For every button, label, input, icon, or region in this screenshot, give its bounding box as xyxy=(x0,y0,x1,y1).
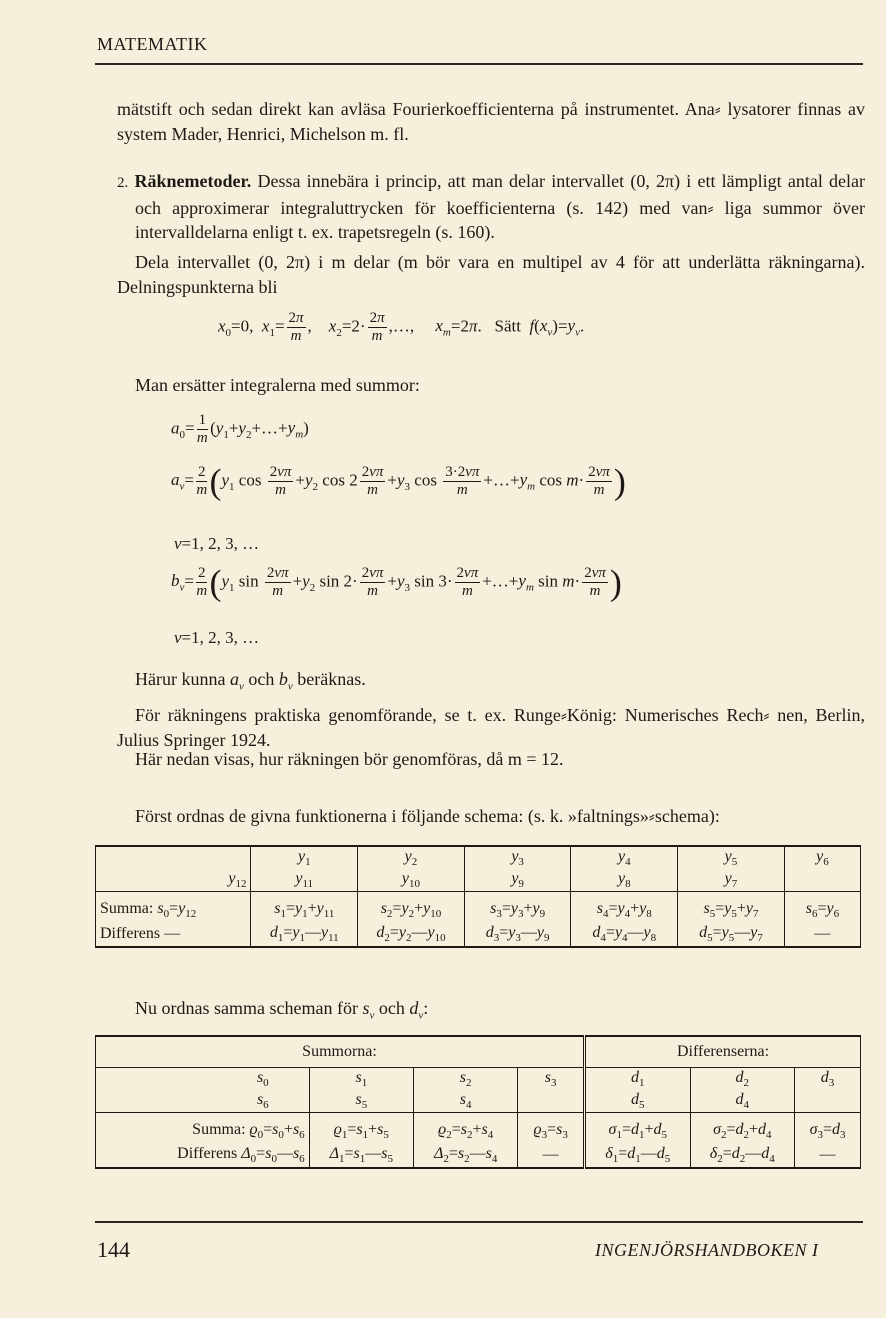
paragraph-harur: Härur kunna $a_\nu$ och $b_\nu$ beräknas. xyxy=(135,669,366,693)
table-row: $y_1$ $y_2$ $y_3$ $y_4$ $y_5$ $y_6$ xyxy=(96,846,861,869)
paragraph-intro: mätstift och sedan direkt kan avläsa Fourierkoefficienterna på instrumentet. Ana⸗ lysatorer finnas av system Mader, Henrici, Michelson m. fl. xyxy=(117,99,865,144)
paragraph-reference: För räkningens praktiska genomförande, se t. ex. Runge⸗König: Numerisches Rech⸗ nen, Berlin, Julius Springer 1924. xyxy=(117,705,865,750)
paragraph-dela: Dela intervallet (0, 2π) i m delar (m bör vara en multipel av 4 för att underlätta räkningarna). Delningspunkterna bli xyxy=(117,252,865,297)
paragraph-rakmetoder xyxy=(117,169,865,245)
paragraph-sv-dv: Nu ordnas samma scheman för $s_\nu$ och $d_\nu$: xyxy=(135,998,429,1022)
paragraph-schema: Först ordnas de givna funktionerna i följande schema: (s. k. »faltnings»⸗schema): xyxy=(135,806,720,826)
table-row: Summa: $s_0=y_{12}$ $s_1=y_1+y_{11}$ $s_2=y_2+y_{10}$ $s_3=y_3+y_9$ $s_4=y_4+y_8$ $s_5=y_5+y_7$ $s_6=y_6$ xyxy=(96,892,861,923)
summa-label-2: Summa: xyxy=(192,1120,246,1138)
paragraph-summor: Man ersätter integralerna med summor: xyxy=(135,375,420,395)
running-header: MATEMATIK xyxy=(97,34,208,54)
sv-dv-and: och xyxy=(378,998,405,1018)
formula-division-points: $x_0=0$, $x_1=$ $\frac{2\pi}{m}$ , $x_2=2\cdot$ $\frac{2\pi}{m}$ ,…, $x_m=2\pi$. Sätt $f(x_\nu)=y_\nu$. xyxy=(218,310,585,344)
sum-difference-schema-table xyxy=(95,1035,861,1169)
summorna-heading: Summorna: xyxy=(96,1036,585,1068)
differenserna-heading: Differenserna: xyxy=(585,1036,861,1068)
page-number: 144 xyxy=(97,1237,130,1262)
table-row xyxy=(96,1036,861,1068)
differens-label-2: Differens xyxy=(177,1144,238,1162)
harur-end: beräknas. xyxy=(297,669,366,689)
harur-and: och xyxy=(248,669,275,689)
item-number: 2. xyxy=(117,175,129,191)
book-title: INGENJÖRSHANDBOKEN I xyxy=(595,1240,819,1260)
table-row: Differens $\Delta_0=s_0—s_6$ $\Delta_1=s_1—s_5$ $\Delta_2=s_2—s_4$ — $\delta_1=d_1—d_5$ $\delta_2=d_2—d_4$ — xyxy=(96,1143,861,1168)
formula-bv: $b_\nu=$ $\frac{2}{m}$ ($y_1$ sin $\frac{2\nu\pi}{m}$ $+y_2$ sin 2· $\frac{2\nu\pi}{m}$ $+y_3$ sin 3· $\frac{2\nu\pi}{m}$ $+\dots+y_m$ sin m· $\frac{2\nu\pi}{m}$ ) xyxy=(171,562,622,603)
table-row: $s_6$ $s_5$ $s_4$ $d_5$ $d_4$ xyxy=(96,1090,861,1113)
formula-nu-range-2: ν=1, 2, 3, … xyxy=(174,628,260,647)
footer-rule xyxy=(95,1221,863,1223)
item-body: Dessa innebära i princip, att man delar intervallet (0, 2π) i ett lämpligt antal delar och approximerar integraluttrycken för koefficienterna (s. 142) med van⸗ liga summor över intervalldelarna enligt t. ex. trapetsregeln (s. 160). xyxy=(135,171,866,242)
formula-nu-range-1: ν=1, 2, 3, … xyxy=(174,534,260,553)
item-heading: Räknemetoder. xyxy=(134,171,252,191)
table-row: $s_0$ $s_1$ $s_2$ $s_3$ $d_1$ $d_2$ $d_3$ xyxy=(96,1068,861,1091)
table-row: Differens — $d_1=y_1—y_{11}$ $d_2=y_2—y_{10}$ $d_3=y_3—y_9$ $d_4=y_4—y_8$ $d_5=y_5—y_7$ — xyxy=(96,922,861,947)
harur-text: Härur kunna xyxy=(135,669,226,689)
folding-schema-table xyxy=(95,845,861,948)
table-row: Summa: $ϱ_0=s_0+s_6$ $ϱ_1=s_1+s_5$ $ϱ_2=s_2+s_4$ $ϱ_3=s_3$ $\sigma_1=d_1+d_5$ $\sigma_2=d_2+d_4$ $\sigma_3=d_3$ xyxy=(96,1113,861,1144)
dash-cell: — xyxy=(795,1143,861,1168)
formula-av: $a_\nu=$ $\frac{2}{m}$ ($y_1$ cos $\frac{2\nu\pi}{m}$ $+y_2$ cos 2 $\frac{2\nu\pi}{m}$ $+y_3$ cos $\frac{3\cdot 2\nu\pi}{m}$ $+\dots+y_m$ cos m· $\frac{2\nu\pi}{m}$ ) xyxy=(171,461,626,502)
paragraph-m12: Här nedan visas, hur räkningen bör genomföras, då m = 12. xyxy=(135,749,564,769)
sv-dv-text: Nu ordnas samma scheman för xyxy=(135,998,358,1018)
table-row: $y_{12}$ $y_{11}$ $y_{10}$ $y_9$ $y_8$ $y_7$ xyxy=(96,869,861,892)
header-rule xyxy=(95,63,863,65)
summa-label: Summa: xyxy=(100,899,154,917)
differens-label: Differens — xyxy=(96,922,251,947)
formula-a0: $a_0=$ $\frac{1}{m}$ $(y_1+y_2+\dots+y_m)$ xyxy=(171,412,309,446)
